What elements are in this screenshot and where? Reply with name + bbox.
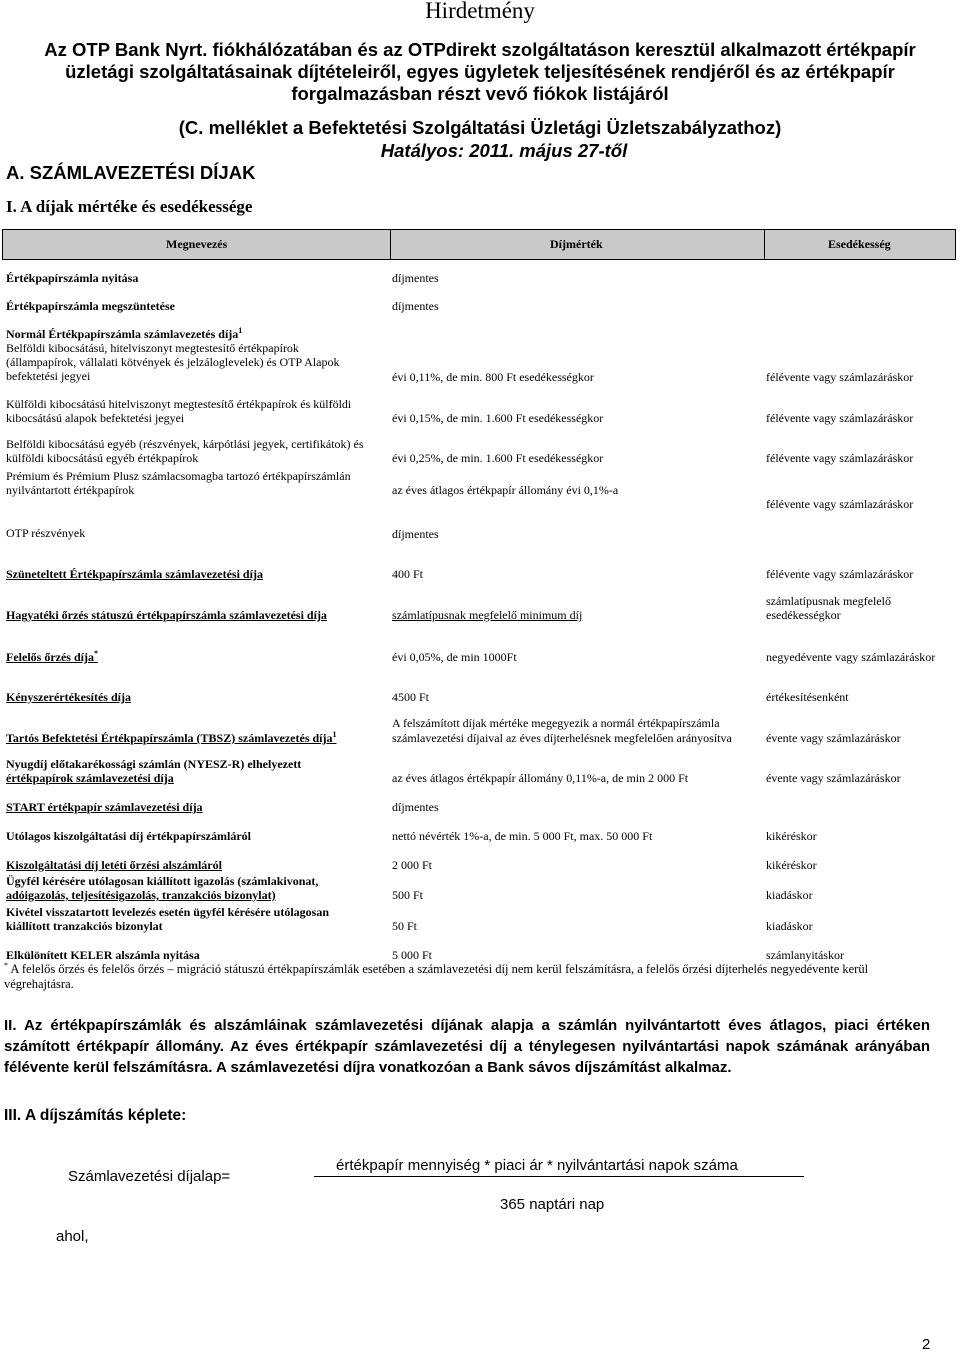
row-name: Értékpapírszámla nyitása (6, 271, 139, 285)
row-due: negyedévente vagy számlazáráskor (766, 650, 936, 664)
row-fee: 400 Ft (392, 567, 424, 581)
row-due: számlanyitáskor (766, 948, 844, 962)
annex-note: (C. melléklet a Befektetési Szolgáltatási Üzletági Üzletszabályzathoz) (178, 117, 782, 138)
row-due-line: számlatípusnak megfelelő (766, 594, 891, 608)
row-due: félévente vagy számlazáráskor (766, 411, 914, 425)
row-fee: díjmentes (392, 527, 439, 541)
row-name-line: (állampapírok, vállalati kötvények és jelzáloglevelek) és OTP Alapok (6, 355, 340, 369)
col-header-fee: Díjmérték (550, 237, 603, 251)
formula-lhs: Számlavezetési díjalap= (68, 1168, 231, 1185)
formula-denominator: 365 naptári nap (500, 1196, 605, 1213)
row-fee: az éves átlagos értékpapír állomány évi 0,1%-a (392, 483, 619, 497)
row-name: Értékpapírszámla megszüntetése (6, 299, 175, 313)
row-due: kiadáskor (766, 919, 813, 933)
row-name: START értékpapír számlavezetési díja (6, 800, 203, 814)
row-fee: évi 0,25%, de min. 1.600 Ft esedékességkor (392, 451, 604, 465)
row-name-line: befektetési jegyei (6, 369, 91, 383)
row-fee: díjmentes (392, 299, 439, 313)
row-due: évente vagy számlazáráskor (766, 771, 901, 785)
section-i-heading: I. A díjak mértéke és esedékessége (6, 197, 253, 216)
row-name-line: adóigazolás, teljesítésigazolás, tranzakciós bizonylat) (6, 888, 276, 902)
row-name: Normál Értékpapírszámla számlavezetés díja$^1$ (6, 326, 243, 341)
row-name: Felelős őrzés díja* (6, 649, 98, 664)
row-fee: díjmentes (392, 800, 439, 814)
row-fee: 4500 Ft (392, 690, 430, 704)
row-fee: 50 Ft (392, 919, 418, 933)
row-name-line: külföldi kibocsátású egyéb értékpapírok (6, 451, 199, 465)
table-header (2, 229, 956, 260)
col-header-name: Megnevezés (166, 237, 228, 251)
row-due: kikéréskor (766, 858, 817, 872)
row-name: Szüneteltett Értékpapírszámla számlavezetési díja (6, 567, 263, 581)
row-name: Kiszolgáltatási díj letéti őrzési alszámláról (6, 858, 222, 872)
row-fee: évi 0,15%, de min. 1.600 Ft esedékességkor (392, 411, 604, 425)
row-name-line: Prémium és Prémium Plusz számlacsomagba tartozó értékpapírszámlán (6, 469, 351, 483)
row-fee: 2 000 Ft (392, 858, 433, 872)
row-fee: az éves átlagos értékpapír állomány 0,11%-a, de min 2 000 Ft (392, 771, 689, 785)
row-name: Elkülönített KELER alszámla nyitása (6, 948, 200, 962)
row-name: Kényszerértékesítés díja (6, 690, 131, 704)
row-fee: 5 000 Ft (392, 948, 433, 962)
row-due: félévente vagy számlazáráskor (766, 567, 914, 581)
row-name-line: kibocsátású alapok befektetési jegyei (6, 411, 185, 425)
row-due: évente vagy számlazáráskor (766, 731, 901, 745)
row-name-line: kiállított tranzakciós bizonylat (6, 919, 163, 933)
row-due: kiadáskor (766, 888, 813, 902)
row-fee-line: számlavezetési díjaival az éves díjterhelésnek megfelelően arányosítva (392, 731, 732, 745)
page-title: Hirdetmény (425, 0, 535, 23)
row-fee: évi 0,05%, de min 1000Ft (392, 650, 517, 664)
row-name: OTP részvények (6, 526, 86, 540)
row-name-line: Belföldi kibocsátású, hitelviszonyt megtestesítő értékpapírok (6, 341, 299, 355)
row-due: félévente vagy számlazáráskor (766, 451, 914, 465)
row-name-line: értékpapírok számlavezetési díja (6, 771, 174, 785)
subtitle-line-2: üzletági szolgáltatásainak díjtételeiről, egyes ügyletek teljesítésének rendjéről és az értékpapír (65, 61, 895, 82)
row-due-line: esedékességkor (766, 608, 841, 622)
row-name-line: Nyugdíj előtakarékossági számlán (NYESZ-R) elhelyezett (6, 757, 302, 771)
row-name-line: Kivétel visszatartott levelezés esetén ügyfél kérésére utólagosan (6, 905, 330, 919)
subtitle-line-1: Az OTP Bank Nyrt. fiókhálózatában és az OTPdirekt szolgáltatáson keresztül alkalmazott értékpapír (44, 39, 916, 60)
section-a-heading: A. SZÁMLAVEZETÉSI DÍJAK (6, 162, 256, 183)
formula-numerator: értékpapír mennyiség * piaci ár * nyilvántartási napok száma (336, 1157, 738, 1174)
row-name-line: nyilvántartott értékpapírok (6, 483, 135, 497)
row-fee: nettó névérték 1%-a, de min. 5 000 Ft, max. 50 000 Ft (392, 829, 653, 843)
row-fee: számlatípusnak megfelelő minimum díj (392, 608, 583, 622)
formula-where: ahol, (56, 1228, 89, 1245)
row-name-line: Ügyfél kérésére utólagosan kiállított igazolás (számlakivonat, (6, 874, 319, 888)
row-fee: 500 Ft (392, 888, 424, 902)
section-iii-heading: III. A díjszámítás képlete: (4, 1107, 187, 1124)
row-name-line: Külföldi kibocsátású hitelviszonyt megtestesítő értékpapírok és külföldi (6, 397, 352, 411)
effective-date: Hatályos: 2011. május 27-től (380, 140, 628, 161)
row-due: kikéréskor (766, 829, 817, 843)
row-name: Tartós Befektetési Értékpapírszámla (TBSZ) számlavezetés díja$^1$ (6, 730, 337, 745)
row-due: félévente vagy számlazáráskor (766, 497, 914, 511)
row-name: Hagyatéki őrzés státuszú értékpapírszámla számlavezetési díja (6, 608, 327, 622)
section-ii-paragraph: II. Az értékpapírszámlák és alszámláinak számlavezetési díjának alapja a számlán nyilvántartott éves átlagos, piaci értéken számított értékpapír állomány. Az éves értékpapír számlavezetési díj a ténylegesen nyilvántartási napok számának arányában félévente kerül felszámításra. A számlavezetési díjra vonatkozóan a Bank sávos díjszámítást alkalmaz. (4, 1017, 930, 1076)
row-due: értékesítésenként (766, 690, 849, 704)
row-due: félévente vagy számlazáráskor (766, 370, 914, 384)
page-number: 2 (922, 1336, 931, 1353)
fraction-bar (314, 1176, 804, 1177)
row-name-line: Belföldi kibocsátású egyéb (részvények, kárpótlási jegyek, certifikátok) és (6, 437, 364, 451)
footnote: * A felelős őrzés és felelős őrzés – migráció státuszú értékpapírszámlák esetében a számlavezetési díj nem kerül felszámításra, a felelős őrzési díjterhelés negyedévente kerül végrehajtásra. (4, 960, 869, 991)
col-header-due: Esedékesség (828, 237, 891, 251)
row-fee-line: A felszámított díjak mértéke megegyezik a normál értékpapírszámla (392, 716, 720, 730)
row-fee: díjmentes (392, 271, 439, 285)
row-name: Utólagos kiszolgáltatási díj értékpapírszámláról (6, 829, 251, 843)
row-fee: évi 0,11%, de min. 800 Ft esedékességkor (392, 370, 594, 384)
subtitle-line-3: forgalmazásban részt vevő fiókok listájáról (291, 83, 669, 104)
